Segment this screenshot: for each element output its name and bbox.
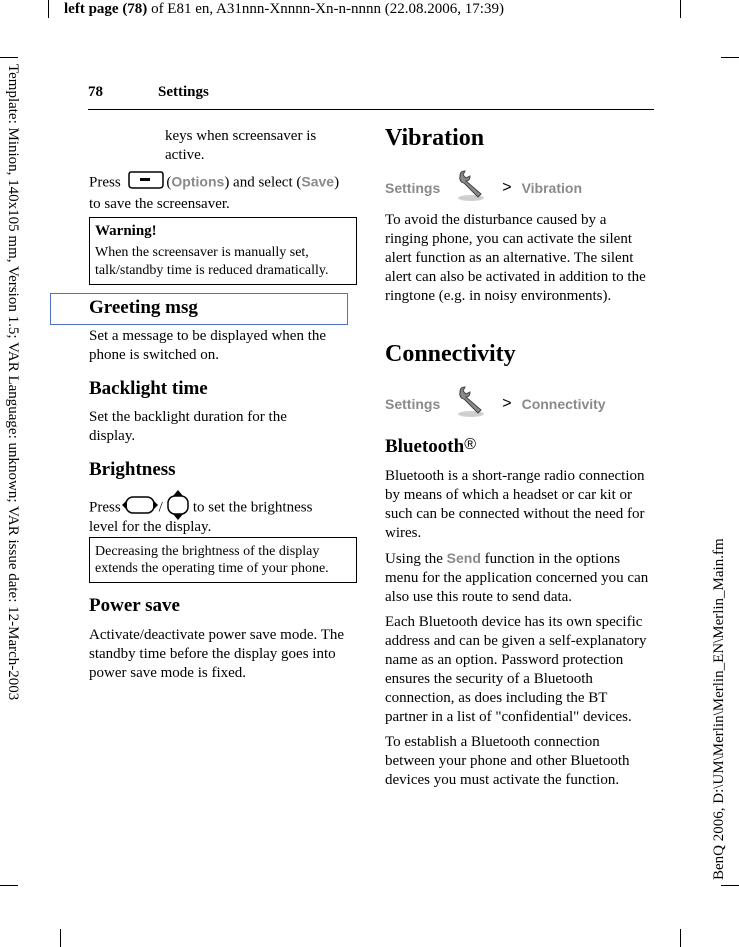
warning-text: When the screensaver is manually set, talk/standby time is reduced dramatically. [95, 245, 329, 278]
greeting-text: Set a message to be displayed when the phone is switched on. [89, 328, 327, 363]
vibration-menu-path: Settings > Vibration [385, 168, 582, 207]
brightness-note-box [89, 537, 357, 583]
brightness-note: Decreasing the brightness of the display extends the operating time of your phone. [95, 544, 329, 576]
page-label: left page (78) [64, 1, 148, 17]
crop-mark [680, 929, 681, 947]
backlight-heading: Backlight time [89, 378, 208, 399]
left-softkey-icon [128, 171, 164, 195]
wrench-icon [454, 168, 488, 207]
file-info: of E81 en, A31nnn-Xnnnn-Xn-n-nnnn (22.08.2006, 17:39) [147, 1, 504, 17]
vibration-heading: Vibration [385, 125, 485, 151]
path-settings: Settings [385, 179, 441, 196]
vibration-text: To avoid the disturbance caused by a ringing phone, you can activate the silent alert function as an alternative. The silent alert can also be activated in addition to the ringtone (e.g. in noisy environments). [385, 212, 646, 304]
brightness-text: Press / to set the brightness level for the display. [89, 490, 357, 545]
save-label: Save [301, 173, 335, 190]
crop-mark [721, 57, 739, 58]
crop-mark [48, 0, 49, 18]
options-label: Options [171, 173, 225, 190]
crop-mark [721, 885, 739, 886]
file-header [64, 1, 504, 18]
running-head: Settings [158, 84, 209, 100]
bluetooth-p4: To establish a Bluetooth connection between your phone and other Bluetooth devices you must activate the function. [385, 734, 630, 788]
brightness-heading: Brightness [89, 459, 176, 480]
backlight-text: Set the backlight duration for the display. [89, 409, 287, 444]
connectivity-menu-path: Settings > Connectivity [385, 384, 606, 423]
right-side-path: BenQ 2006, D:\UM\Merlin\Merlin_EN\Merlin_Main.fm [711, 538, 727, 880]
path-vibration: Vibration [521, 179, 582, 196]
warning-box [89, 217, 357, 285]
greeting-heading: Greeting msg [89, 297, 198, 318]
page-number: 78 [88, 84, 103, 100]
wrench-icon [454, 384, 488, 423]
path-connectivity: Connectivity [521, 395, 606, 412]
power-save-heading: Power save [89, 595, 180, 616]
crop-mark [0, 885, 18, 886]
bluetooth-p2: Using the Send function in the options menu for the application concerned you can also use this route to send data. [385, 550, 649, 605]
bluetooth-p1: Bluetooth is a short-range radio connection by means of which a headset or car kit or such can be connected without the need for wires. [385, 468, 645, 541]
path-settings: Settings [385, 395, 441, 412]
crop-mark [60, 929, 61, 947]
crop-mark [680, 0, 681, 18]
left-side-template: Template: Minion, 140x105 mm, Version 1.5; VAR Language: unknown; VAR issue date: 12-March-2003 [5, 64, 21, 701]
continued-text: keys when screensaver is active. [165, 128, 317, 163]
bluetooth-body [385, 467, 651, 790]
bluetooth-p3: Each Bluetooth device has its own specific address and can be given a self-explanatory name as an option. Password protection ensures the security of a Bluetooth connection, as does including the BT partner in a list of "confidential" devices. [385, 614, 647, 725]
warning-title: Warning! [95, 223, 157, 239]
navigation-left-right-icon [121, 494, 159, 522]
crop-mark [0, 57, 18, 58]
bluetooth-heading: Bluetooth® [385, 436, 476, 457]
header-rule [88, 109, 654, 110]
save-instruction: Press (Options) and select (Save) to save the screensaver. [89, 171, 357, 214]
power-save-text: Activate/deactivate power save mode. The standby time before the display goes into power save mode is fixed. [89, 627, 345, 681]
send-label: Send [446, 550, 481, 566]
connectivity-heading: Connectivity [385, 341, 516, 367]
